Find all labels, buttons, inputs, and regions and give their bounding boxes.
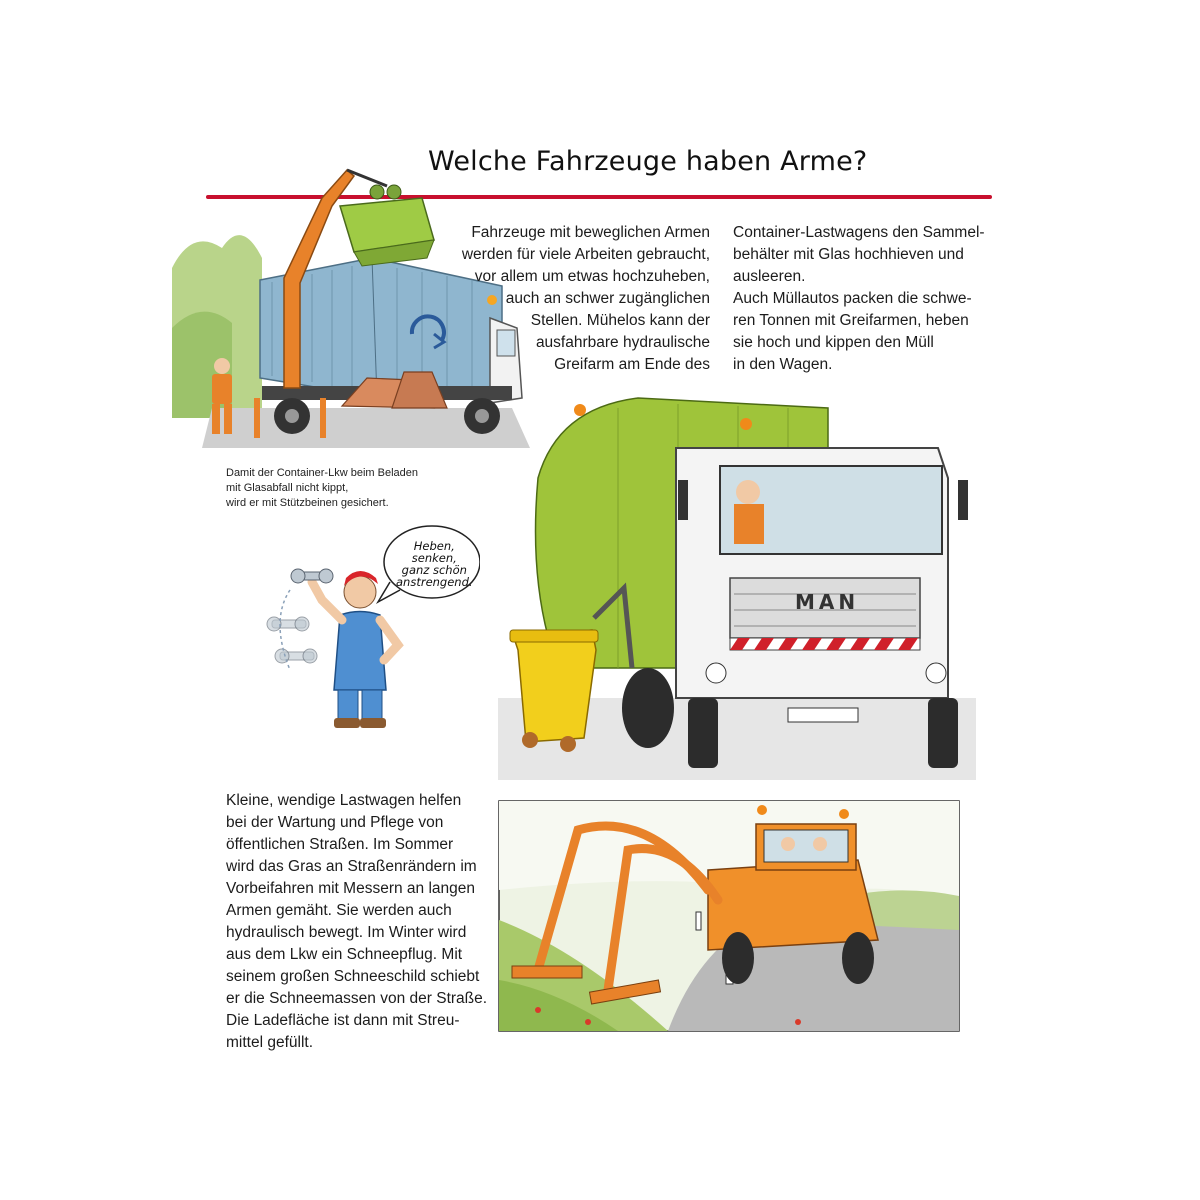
intro-line: sie hoch und kippen den Müll [733, 334, 934, 351]
body-line: mittel gefüllt. [226, 1034, 314, 1051]
intro-line: Stellen. Mühelos kann der [530, 312, 710, 329]
body-line: er die Schneemassen von der Straße. [226, 990, 488, 1007]
caption-line: wird er mit Stützbeinen gesichert. [226, 497, 389, 509]
body-line: Armen gemäht. Sie werden auch [226, 902, 452, 919]
caption-line: Damit der Container-Lkw beim Beladen [226, 467, 418, 479]
intro-line: Auch Müllautos packen die schwe- [733, 290, 972, 307]
caption-line: mit Glasabfall nicht kippt, [226, 482, 349, 494]
intro-line: behälter mit Glas hochhieven und [733, 246, 964, 263]
truck-brand-label: MAN [795, 590, 860, 614]
body-line: bei der Wartung und Pflege von [226, 814, 444, 831]
intro-text-col1 [440, 222, 710, 376]
body-line: Kleine, wendige Lastwagen helfen [226, 792, 462, 809]
intro-line: ren Tonnen mit Greifarmen, heben [733, 312, 969, 329]
body-line: wird das Gras an Straßenrändern im [226, 858, 477, 875]
body-line: seinem großen Schneeschild schiebt [226, 968, 480, 985]
bubble-line: senken, [411, 551, 457, 565]
bubble-line: Heben, [413, 539, 455, 553]
page-title: Welche Fahrzeuge haben Arme? [428, 146, 868, 177]
body-line: aus dem Lkw ein Schneepflug. Mit [226, 946, 463, 963]
road-maintenance-text [226, 790, 488, 1054]
body-line: Die Ladefläche ist dann mit Streu- [226, 1012, 460, 1029]
intro-line: vor allem um etwas hochzuheben, [474, 268, 710, 285]
body-line: Vorbeifahren mit Messern an langen [226, 880, 476, 897]
intro-line: Greifarm am Ende des [554, 356, 710, 373]
intro-line: in den Wagen. [733, 356, 833, 373]
intro-line: Fahrzeuge mit beweglichen Armen [471, 224, 710, 241]
intro-line: werden für viele Arbeiten gebraucht, [461, 246, 710, 263]
body-line: öffentlichen Straßen. Im Sommer [226, 836, 454, 853]
mowing-truck-illustration [498, 800, 960, 1032]
bubble-line: ganz schön [401, 563, 467, 577]
speech-bubble-text [396, 540, 473, 588]
intro-line: ausfahrbare hydraulische [535, 334, 710, 351]
intro-text-col2 [733, 222, 985, 376]
garbage-truck-illustration [498, 368, 976, 780]
intro-line: ausleeren. [733, 268, 806, 285]
container-truck-caption [226, 466, 418, 511]
intro-line: auch an schwer zugänglichen [505, 290, 710, 307]
body-line: hydraulisch bewegt. Im Winter wird [226, 924, 467, 941]
intro-line: Container-Lastwagens den Sammel- [733, 224, 985, 241]
bubble-line: anstrengend. [396, 575, 473, 589]
